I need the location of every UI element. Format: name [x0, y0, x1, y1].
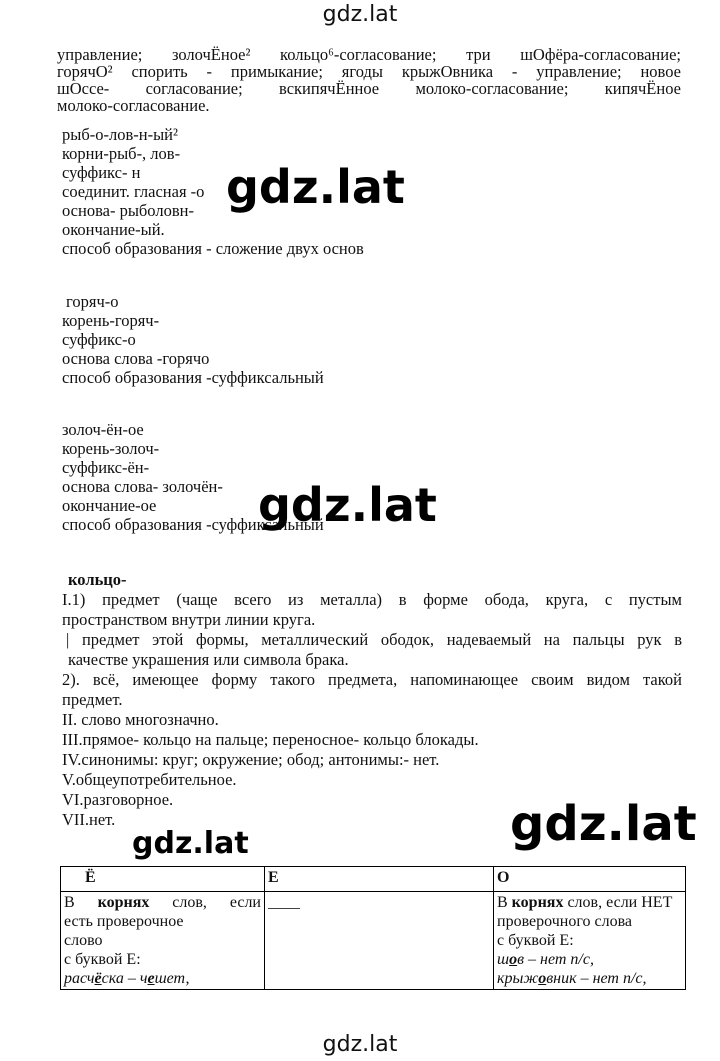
intro-line: молоко-согласование. — [57, 96, 210, 115]
analysis-line: основа слова- золочён- — [62, 477, 223, 496]
cell-line: с буквой Е: — [64, 951, 141, 968]
analysis-line: корни-рыб-, лов- — [62, 144, 181, 163]
analysis-line: суффикс- н — [62, 163, 141, 182]
kolco-heading: кольцо- — [68, 570, 127, 589]
intro-line: горячО² спорить - примыкание; ягоды крыжОвника - управление; новое — [57, 62, 681, 81]
kolco-line: V.общеупотребительное. — [62, 770, 237, 789]
cell-example: крыжовник – нет п/с, — [497, 970, 647, 987]
cell-line: проверочного слова — [497, 913, 633, 930]
analysis-line: способ образования -суффиксальный — [62, 368, 324, 387]
cell-line: с буквой Е: — [497, 932, 574, 949]
analysis-line: горяч-о — [66, 292, 119, 311]
kolco-line: пространством внутри линии круга. — [62, 610, 316, 629]
watermark-large: gdz.lat — [510, 796, 697, 852]
table-cell-o — [494, 892, 686, 990]
analysis-line: рыб-о-лов-н-ый² — [62, 125, 178, 144]
analysis-line: окончание-ый. — [62, 220, 165, 239]
kolco-line: VI.разговорное. — [62, 790, 174, 809]
kolco-line: | предмет этой формы, металлический ободок, надеваемый на пальцы рук в — [66, 630, 682, 649]
cell-example: шов – нет п/с, — [497, 951, 594, 968]
analysis-line: золоч-ён-ое — [62, 420, 144, 439]
cell-line: ____ — [268, 894, 300, 911]
table-header-e: Е — [265, 867, 494, 892]
watermark-top: gdz.lat — [322, 2, 398, 27]
watermark-bottom: gdz.lat — [322, 1032, 398, 1057]
kolco-line: предмет. — [62, 690, 123, 709]
cell-line: В корнях слов, если НЕТ — [497, 894, 673, 911]
analysis-line: суффикс-о — [62, 330, 136, 349]
cell-line: слово — [64, 932, 103, 949]
intro-line: управление; золочЁное² кольцо⁶-согласование; три шОфёра-согласование; — [57, 45, 681, 64]
intro-line: шОссе- согласование; вскипячЁнное молоко-согласование; кипячЁное — [57, 79, 681, 98]
watermark-medium: gdz.lat — [132, 826, 249, 861]
watermark-large: gdz.lat — [226, 160, 405, 214]
analysis-line: основа- рыболовн- — [62, 201, 194, 220]
kolco-line: VII.нет. — [62, 810, 116, 829]
analysis-line: основа слова -горячо — [62, 349, 210, 368]
analysis-line: соединит. гласная -о — [62, 182, 205, 201]
table-header-row — [61, 867, 686, 892]
kolco-line: I.1) предмет (чаще всего из металла) в форме обода, круга, с пустым — [62, 590, 682, 609]
cell-line: В корнях слов, если — [64, 894, 261, 911]
analysis-line: суффикс-ён- — [62, 458, 150, 477]
table-header-yo: Ё — [61, 867, 265, 892]
watermark-large: gdz.lat — [258, 478, 437, 532]
table-row — [61, 892, 686, 990]
analysis-line: корень-золоч- — [62, 439, 160, 458]
analysis-line: корень-горяч- — [62, 311, 160, 330]
table-cell-yo — [61, 892, 265, 990]
kolco-line: 2). всё, имеющее форму такого предмета, напоминающее своим видом такой — [62, 670, 682, 689]
cell-example: расчёска – чешет, — [64, 970, 190, 987]
cell-line: есть проверочное — [64, 913, 184, 930]
intro-paragraph — [57, 46, 681, 114]
kolco-line: III.прямое- кольцо на пальце; переносное- кольцо блокады. — [62, 730, 479, 749]
orthography-table — [60, 866, 686, 990]
table-cell-e — [265, 892, 494, 990]
kolco-line: IV.синонимы: круг; окружение; обод; антонимы:- нет. — [62, 750, 440, 769]
analysis-line: окончание-ое — [62, 496, 157, 515]
table-header-o: О — [494, 867, 686, 892]
kolco-entry — [62, 570, 682, 830]
analysis-line: способ образования - сложение двух основ — [62, 239, 364, 258]
analysis-line: способ образования -суффиксальный — [62, 515, 324, 534]
analysis-goryacho — [62, 292, 324, 387]
kolco-line: II. слово многозначно. — [62, 710, 219, 729]
kolco-line: качестве украшения или символа брака. — [68, 650, 349, 669]
